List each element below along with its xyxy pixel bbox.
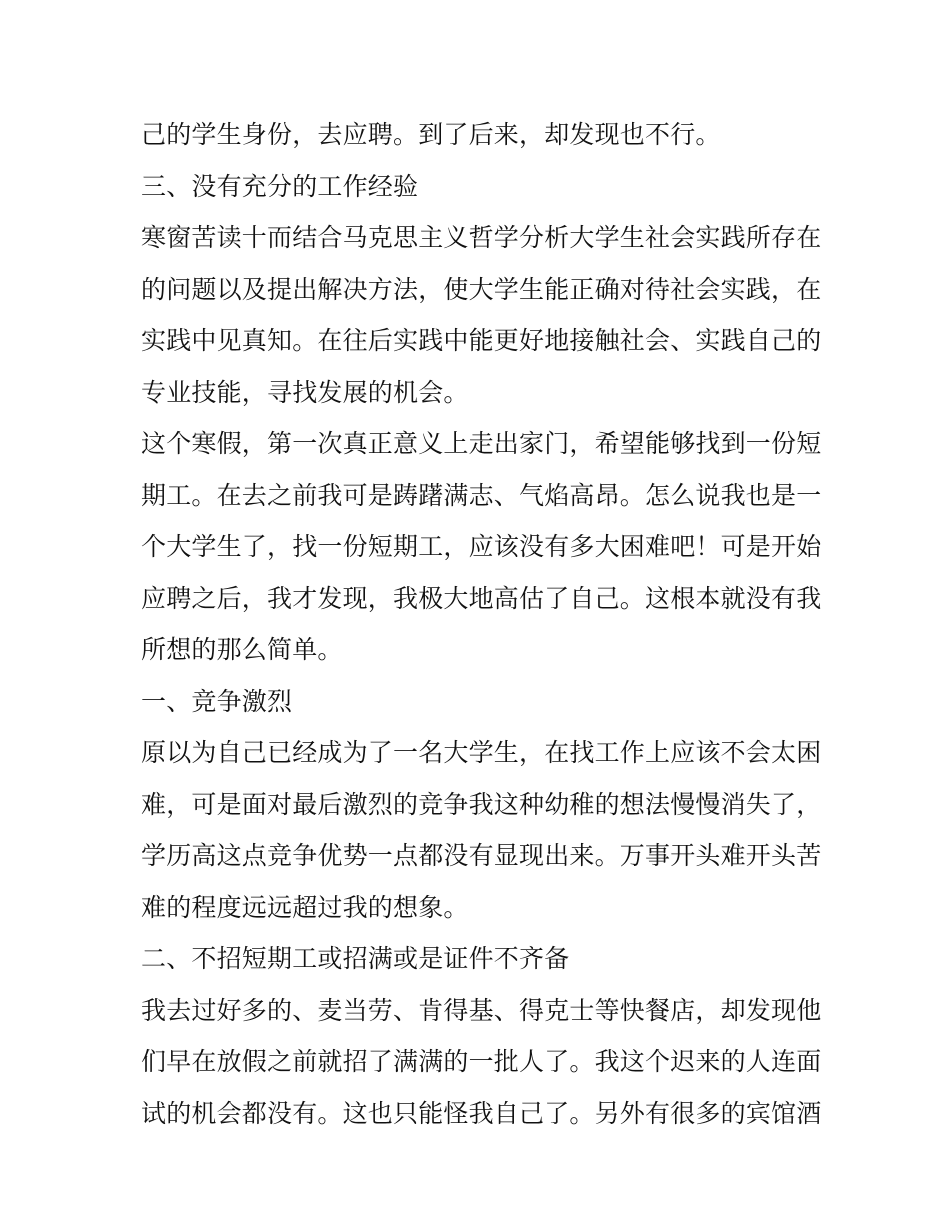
paragraph-line: 的问题以及提出解决方法，使大学生能正确对待社会实践，在 [141,274,822,304]
document-body [141,109,822,1139]
section-heading: 三、没有充分的工作经验 [141,171,419,201]
paragraph-line: 寒窗苦读十而结合马克思主义哲学分析大学生社会实践所存在 [141,223,822,252]
paragraph-line: 己的学生身份，去应聘。到了后来，却发现也不行。 [141,120,721,149]
paragraph-line: 实践中见真知。在往后实践中能更好地接触社会、实践自己的 [141,326,822,355]
paragraph-line: 这个寒假，第一次真正意义上走出家门，希望能够找到一份短 [141,429,822,458]
paragraph-line: 难的程度远远超过我的想象。 [141,892,469,922]
paragraph-line: 个大学生了，找一份短期工，应该没有多大困难吧！可是开始 [141,532,822,561]
paragraph-line: 们早在放假之前就招了满满的一批人了。我这个迟来的人连面 [141,1047,822,1076]
paragraph-line: 原以为自己已经成为了一名大学生，在找工作上应该不会太困 [141,738,822,767]
section-heading: 一、竞争激烈 [141,686,293,716]
paragraph-line: 专业技能，寻找发展的机会。 [141,377,469,407]
paragraph-line: 应聘之后，我才发现，我极大地高估了自己。这根本就没有我 [141,583,822,613]
paragraph-line: 我去过好多的、麦当劳、肯得基、得克士等快餐店，却发现他 [141,995,822,1025]
paragraph-line: 试的机会都没有。这也只能怪我自己了。另外有很多的宾馆酒 [141,1098,822,1128]
paragraph-line: 难，可是面对最后激烈的竞争我这种幼稚的想法慢慢消失了， [141,789,822,819]
paragraph-line: 学历高这点竞争优势一点都没有显现出来。万事开头难开头苦 [141,841,822,870]
paragraph-line: 期工。在去之前我可是踌躇满志、气焰高昂。怎么说我也是一 [141,480,822,510]
paragraph-line: 所想的那么简单。 [141,635,343,664]
section-heading: 二、不招短期工或招满或是证件不齐备 [141,944,570,973]
